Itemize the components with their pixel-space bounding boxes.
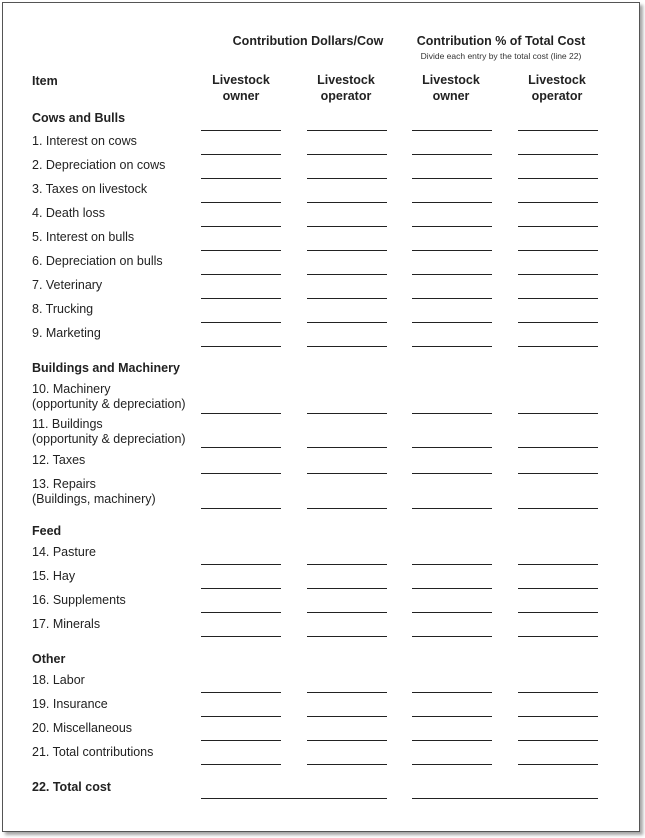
row-label-15: 15. Hay bbox=[32, 569, 76, 583]
row-label-line1: 10. Machinery bbox=[32, 382, 111, 396]
row-label-13 bbox=[32, 477, 156, 506]
entry-line-r8-c3[interactable] bbox=[412, 298, 492, 299]
entry-line-r9b-c2[interactable] bbox=[307, 346, 387, 347]
column-header-percent-operator bbox=[512, 72, 602, 104]
row-label-14: 14. Pasture bbox=[32, 545, 96, 559]
column-header-line1: Livestock bbox=[528, 73, 586, 87]
row-label-18: 18. Labor bbox=[32, 673, 85, 687]
row-label-4: 4. Death loss bbox=[32, 206, 105, 220]
row-label-2: 2. Depreciation on cows bbox=[32, 158, 166, 172]
section-heading-cows-and-bulls: Cows and Bulls bbox=[32, 111, 126, 125]
entry-line-r15-c1[interactable] bbox=[201, 588, 281, 589]
entry-line-r8-c4[interactable] bbox=[518, 298, 598, 299]
row-label-17: 17. Minerals bbox=[32, 617, 101, 631]
section-heading-other: Other bbox=[32, 652, 66, 666]
entry-line-r17-c4[interactable] bbox=[518, 636, 598, 637]
entry-line-r13-c2[interactable] bbox=[307, 508, 387, 509]
form-page bbox=[2, 2, 640, 832]
row-label-line2: (Buildings, machinery) bbox=[32, 491, 156, 506]
entry-line-r1-c1[interactable] bbox=[201, 130, 281, 131]
row-label-line1: 13. Repairs bbox=[32, 477, 96, 491]
entry-line-r12-c2[interactable] bbox=[307, 473, 387, 474]
entry-line-r2-c4[interactable] bbox=[518, 154, 598, 155]
entry-line-r5-c1[interactable] bbox=[201, 226, 281, 227]
row-label-11 bbox=[32, 417, 186, 446]
entry-line-r20-c3[interactable] bbox=[412, 740, 492, 741]
row-label-6: 6. Depreciation on bulls bbox=[32, 254, 163, 268]
entry-line-r1-c2[interactable] bbox=[307, 130, 387, 131]
row-label-7: 7. Veterinary bbox=[32, 278, 103, 292]
column-header-line1: Livestock bbox=[212, 73, 270, 87]
entry-line-r11-c4[interactable] bbox=[518, 447, 598, 448]
entry-line-r11-c2[interactable] bbox=[307, 447, 387, 448]
item-column-header: Item bbox=[32, 74, 58, 88]
entry-line-r18-c1[interactable] bbox=[201, 692, 281, 693]
row-label-line1: 11. Buildings bbox=[32, 417, 103, 431]
entry-line-r4-c3[interactable] bbox=[412, 202, 492, 203]
entry-line-r19-c2[interactable] bbox=[307, 716, 387, 717]
entry-line-r15-c3[interactable] bbox=[412, 588, 492, 589]
entry-line-r4-c2[interactable] bbox=[307, 202, 387, 203]
entry-line-r14-c4[interactable] bbox=[518, 564, 598, 565]
entry-line-r20-c4[interactable] bbox=[518, 740, 598, 741]
entry-line-r11-c3[interactable] bbox=[412, 447, 492, 448]
column-header-line1: Livestock bbox=[317, 73, 375, 87]
entry-line-r10-c4[interactable] bbox=[518, 413, 598, 414]
entry-line-r2-c3[interactable] bbox=[412, 154, 492, 155]
column-header-line2: owner bbox=[432, 89, 470, 103]
column-header-line2: owner bbox=[222, 89, 260, 103]
entry-line-r16-c3[interactable] bbox=[412, 612, 492, 613]
entry-line-r18-c4[interactable] bbox=[518, 692, 598, 693]
column-header-line1: Livestock bbox=[422, 73, 480, 87]
entry-line-r9a-c2[interactable] bbox=[307, 322, 387, 323]
entry-line-r9b-c1[interactable] bbox=[201, 346, 281, 347]
entry-line-r19-c1[interactable] bbox=[201, 716, 281, 717]
entry-line-r4-c4[interactable] bbox=[518, 202, 598, 203]
entry-line-r12-c1[interactable] bbox=[201, 473, 281, 474]
entry-line-r6-c3[interactable] bbox=[412, 250, 492, 251]
entry-line-r18-c2[interactable] bbox=[307, 692, 387, 693]
entry-line-r14-c3[interactable] bbox=[412, 564, 492, 565]
entry-line-r21-c2[interactable] bbox=[307, 764, 387, 765]
entry-line-r9b-c4[interactable] bbox=[518, 346, 598, 347]
entry-line-r19-c4[interactable] bbox=[518, 716, 598, 717]
entry-line-r5-c3[interactable] bbox=[412, 226, 492, 227]
row-label-16: 16. Supplements bbox=[32, 593, 126, 607]
entry-line-r10-c3[interactable] bbox=[412, 413, 492, 414]
entry-line-r6-c1[interactable] bbox=[201, 250, 281, 251]
entry-line-r17-c2[interactable] bbox=[307, 636, 387, 637]
row-label-line2: (opportunity & depreciation) bbox=[32, 396, 186, 411]
row-label-10 bbox=[32, 382, 186, 411]
entry-line-r2-c1[interactable] bbox=[201, 154, 281, 155]
entry-line-r8-c1[interactable] bbox=[201, 298, 281, 299]
entry-line-r12-c4[interactable] bbox=[518, 473, 598, 474]
entry-line-r3-c4[interactable] bbox=[518, 178, 598, 179]
entry-line-r9a-c4[interactable] bbox=[518, 322, 598, 323]
row-label-5: 5. Interest on bulls bbox=[32, 230, 135, 244]
row-label-3: 3. Taxes on livestock bbox=[32, 182, 148, 196]
entry-line-r9a-c3[interactable] bbox=[412, 322, 492, 323]
entry-line-r6-c2[interactable] bbox=[307, 250, 387, 251]
entry-line-r20-c2[interactable] bbox=[307, 740, 387, 741]
column-header-dollars-operator bbox=[301, 72, 391, 104]
entry-line-r1-c4[interactable] bbox=[518, 130, 598, 131]
section-heading-buildings-and-machinery: Buildings and Machinery bbox=[32, 361, 180, 375]
entry-line-r17-c3[interactable] bbox=[412, 636, 492, 637]
column-header-line2: operator bbox=[320, 89, 372, 103]
entry-line-r17-c1[interactable] bbox=[201, 636, 281, 637]
entry-line-r10-c2[interactable] bbox=[307, 413, 387, 414]
entry-line-r16-c1[interactable] bbox=[201, 612, 281, 613]
entry-line-r21-c4[interactable] bbox=[518, 764, 598, 765]
column-header-percent-owner bbox=[406, 72, 496, 104]
entry-line-r9b-c3[interactable] bbox=[412, 346, 492, 347]
entry-line-r13-c3[interactable] bbox=[412, 508, 492, 509]
entry-line-r7-c1[interactable] bbox=[201, 274, 281, 275]
entry-line-r19-c3[interactable] bbox=[412, 716, 492, 717]
entry-line-r4-c1[interactable] bbox=[201, 202, 281, 203]
row-label-12: 12. Taxes bbox=[32, 453, 86, 467]
entry-line-r13-c1[interactable] bbox=[201, 508, 281, 509]
entry-line-r5-c4[interactable] bbox=[518, 226, 598, 227]
entry-line-r3-c1[interactable] bbox=[201, 178, 281, 179]
section-heading-feed: Feed bbox=[32, 524, 62, 538]
entry-line-total-cost-percent[interactable] bbox=[412, 798, 598, 799]
entry-line-r7-c2[interactable] bbox=[307, 274, 387, 275]
entry-line-r12-c3[interactable] bbox=[412, 473, 492, 474]
column-header-dollars-owner bbox=[196, 72, 286, 104]
entry-line-r21-c1[interactable] bbox=[201, 764, 281, 765]
entry-line-r14-c2[interactable] bbox=[307, 564, 387, 565]
entry-line-r16-c4[interactable] bbox=[518, 612, 598, 613]
row-label-21: 21. Total contributions bbox=[32, 745, 154, 759]
entry-line-r3-c2[interactable] bbox=[307, 178, 387, 179]
group-header-percent-note: Divide each entry by the total cost (line 22) bbox=[420, 51, 582, 61]
entry-line-r18-c3[interactable] bbox=[412, 692, 492, 693]
row-label-20: 20. Miscellaneous bbox=[32, 721, 133, 735]
entry-line-r13-c4[interactable] bbox=[518, 508, 598, 509]
entry-line-r7-c4[interactable] bbox=[518, 274, 598, 275]
group-header-percent: Contribution % of Total Cost bbox=[416, 34, 586, 48]
row-label-8: 8. Trucking bbox=[32, 302, 94, 316]
row-label-19: 19. Insurance bbox=[32, 697, 108, 711]
row-label-9: 9. Marketing bbox=[32, 326, 101, 340]
entry-line-r8-c2[interactable] bbox=[307, 298, 387, 299]
entry-line-r16-c2[interactable] bbox=[307, 612, 387, 613]
row-label-1: 1. Interest on cows bbox=[32, 134, 137, 148]
entry-line-r1-c3[interactable] bbox=[412, 130, 492, 131]
entry-line-r15-c2[interactable] bbox=[307, 588, 387, 589]
entry-line-r10-c1[interactable] bbox=[201, 413, 281, 414]
entry-line-r2-c2[interactable] bbox=[307, 154, 387, 155]
entry-line-r3-c3[interactable] bbox=[412, 178, 492, 179]
entry-line-r7-c3[interactable] bbox=[412, 274, 492, 275]
entry-line-r5-c2[interactable] bbox=[307, 226, 387, 227]
entry-line-r15-c4[interactable] bbox=[518, 588, 598, 589]
entry-line-r14-c1[interactable] bbox=[201, 564, 281, 565]
row-label-line2: (opportunity & depreciation) bbox=[32, 431, 186, 446]
column-header-line2: operator bbox=[531, 89, 583, 103]
entry-line-r21-c3[interactable] bbox=[412, 764, 492, 765]
entry-line-total-cost-dollars[interactable] bbox=[201, 798, 387, 799]
group-header-dollars: Contribution Dollars/Cow bbox=[232, 34, 384, 48]
entry-line-r6-c4[interactable] bbox=[518, 250, 598, 251]
entry-line-r11-c1[interactable] bbox=[201, 447, 281, 448]
entry-line-r20-c1[interactable] bbox=[201, 740, 281, 741]
row-label-22: 22. Total cost bbox=[32, 780, 111, 794]
entry-line-r9a-c1[interactable] bbox=[201, 322, 281, 323]
